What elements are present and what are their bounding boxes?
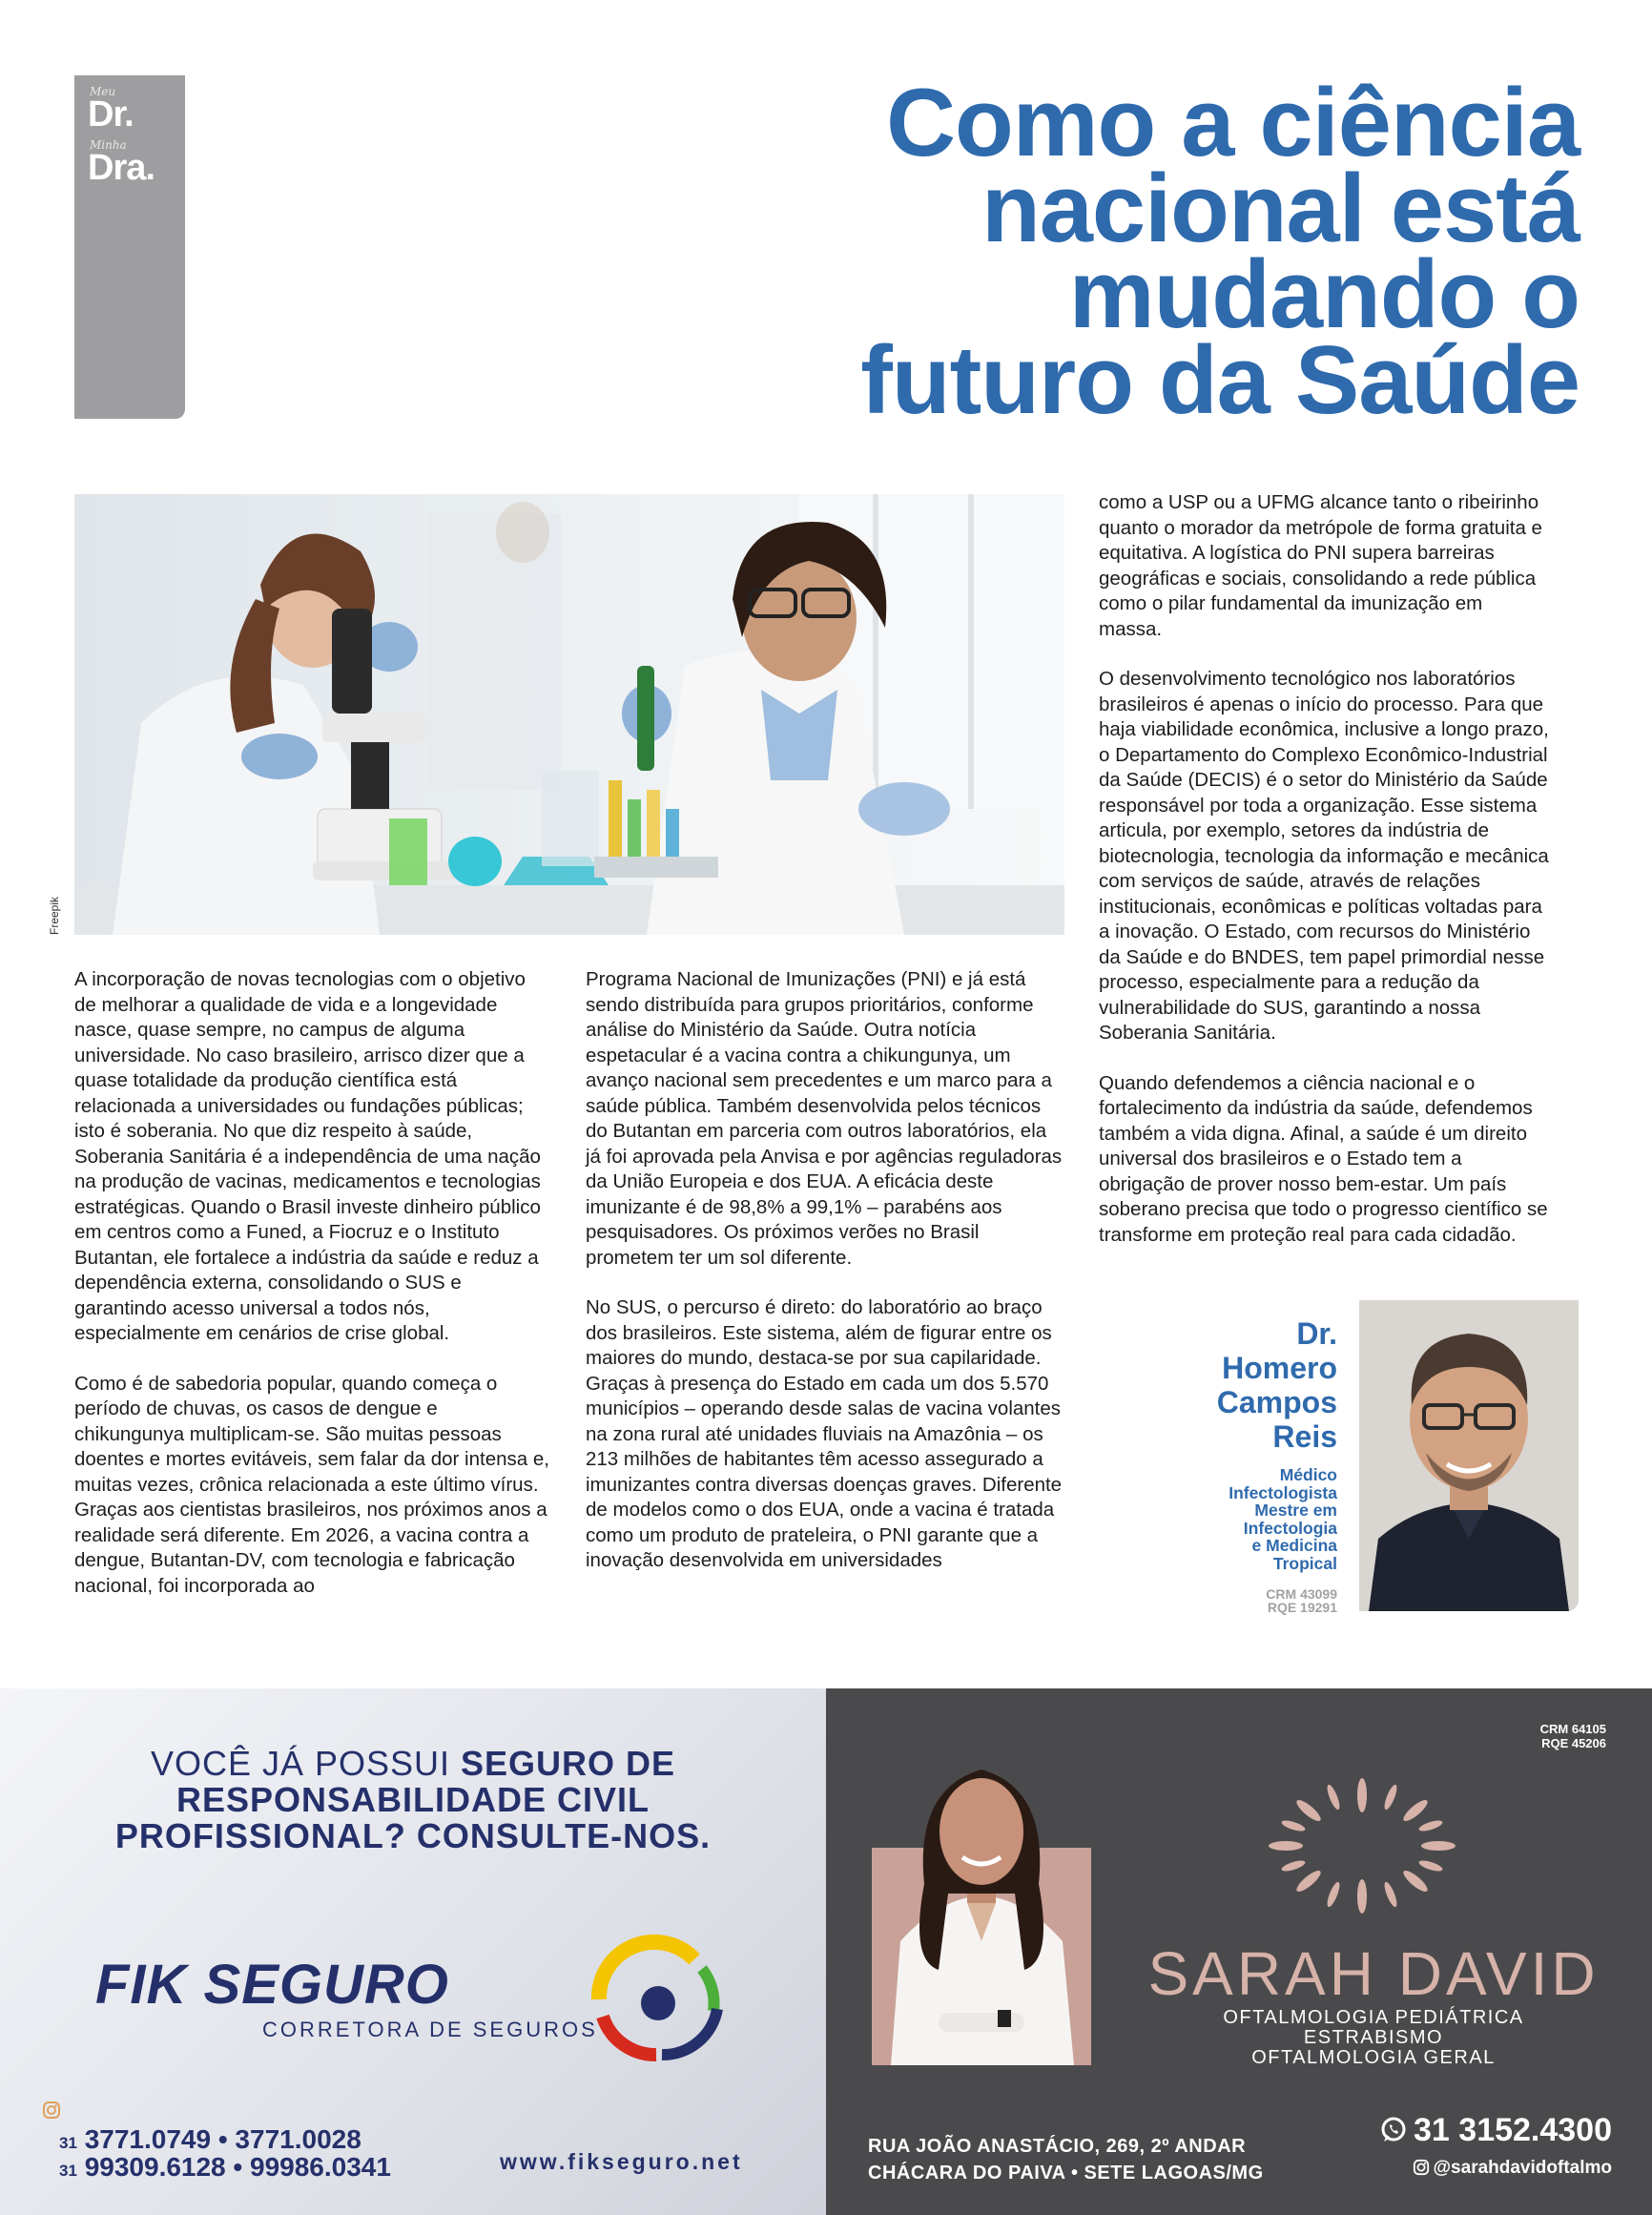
sd-logo-burst-icon	[1259, 1774, 1465, 1917]
instagram-icon	[42, 2101, 61, 2124]
article-column-2	[586, 967, 1063, 1599]
section-tab-big-2: Dra.	[88, 148, 155, 188]
author-photo	[1359, 1300, 1579, 1611]
paragraph: como a USP ou a UFMG alcance tanto o ribeirinho quanto o morador da metrópole de forma gratuita e equitativa. A logística do PNI supera barreiras geográficas e sociais, consolidando a rede pública como o pilar fundamental da imunização em massa.	[1099, 491, 1542, 640]
sd-specialty: OFTALMOLOGIA PEDIÁTRICA	[1223, 2007, 1524, 2028]
sd-phone: 31 3152.4300	[1370, 2112, 1612, 2153]
paragraph: O desenvolvimento tecnológico nos laboratórios brasileiros é apenas o início do processo. Para que haja viabilidade econômica, inclusive a longo prazo, o Departamento do Complexo Econômico-Industrial da Saúde (DECIS) é o setor do Ministério da Saúde responsável por toda a organização. Esse sistema articula, por exemplo, setores da indústria de biotecnologia, tecnologia da informação e mecânica com serviços de saúde, através de relações institucionais, econômicas e políticas voltadas para a inovação. O Estado, com recursos do Ministério da Saúde e do BNDES, tem papel primordial nesse processo, especialmente para a redução da vulnerabilidade do SUS, garantindo a nossa Soberania Sanitária.	[1099, 668, 1549, 1044]
author-role-line: Mestre em	[1254, 1501, 1337, 1520]
author-role-line: Tropical	[1272, 1553, 1337, 1573]
author-credentials	[1146, 1466, 1337, 1572]
sd-address: RUA JOÃO ANASTÁCIO, 269, 2º ANDAR CHÁCARA DO PAIVA • SETE LAGOAS/MG	[868, 2136, 1264, 2184]
author-role-line: Infectologia	[1243, 1518, 1337, 1538]
paragraph: Programa Nacional de Imunizações (PNI) e já está sendo distribuída para grupos prioritários, conforme análise do Ministério da Saúde. Outra notícia espetacular é a vacina contra a chikungunya, um avanço nacional sem precedentes e um marco para a saúde pública. Também desenvolvida pelos técnicos do Butantan em parceria com outros laboratórios, ela já foi aprovada pela Anvisa e por agências reguladoras da União Europeia e dos EUA. A eficácia deste imunizante é de 98,8% a 99,1% – parabéns aos pesquisadores. Os próximos verões no Brasil prometem ter um sol diferente.	[586, 968, 1063, 1269]
section-tab-big-1: Dr.	[88, 94, 134, 135]
author-reg-line: RQE 19291	[1267, 1600, 1337, 1615]
paragraph: Como é de sabedoria popular, quando começa o período de chuvas, os casos de dengue e chikungunya multiplicam-se. São muitas pessoas doentes e mortes evitáveis, sem falar da dor intensa e, muitas vezes, crônica relacionada a este último vírus. Graças aos cientistas brasileiros, nos próximos anos a realidade será diferente. Em 2026, a vacina contra a dengue, Butantan-DV, com tecnologia e fabricação nacional, foi incorporada ao	[74, 1372, 549, 1597]
author-name-line: Dr.	[1296, 1316, 1337, 1351]
title-line: nacional está	[981, 155, 1580, 262]
fik-brand-subtitle: CORRETORA DE SEGUROS	[262, 2018, 598, 2041]
section-tab-small-2: Minha	[90, 138, 127, 152]
sd-instagram: @sarahdavidoftalmo	[1381, 2158, 1612, 2182]
ad-headline-line: VOCÊ JÁ POSSUI SEGURO DE	[150, 1744, 676, 1783]
ad-headline-line: PROFISSIONAL? CONSULTE-NOS.	[114, 1816, 712, 1855]
lab-photo	[74, 494, 1064, 935]
sd-specialties	[1116, 2008, 1631, 2068]
whatsapp-icon	[1379, 2116, 1408, 2153]
lab-scene-illustration	[74, 494, 1064, 935]
title-line: mudando o	[1068, 241, 1580, 348]
sd-registration: CRM 64105 RQE 45206	[1539, 1722, 1606, 1750]
fik-logo-icon	[580, 1925, 729, 2074]
sd-specialty: OFTALMOLOGIA GERAL	[1251, 2047, 1496, 2068]
fik-phone-1: 31 3771.0749 • 3771.0028	[59, 2124, 361, 2154]
sd-specialty: ESTRABISMO	[1303, 2027, 1444, 2048]
fik-brand-name: FIK SEGURO	[95, 1954, 449, 2016]
article-column-3	[1099, 490, 1549, 1273]
author-name-line: Homero	[1222, 1351, 1337, 1385]
author-role-line: Médico	[1279, 1465, 1337, 1484]
fik-website: www.fikseguro.net	[500, 2149, 743, 2174]
instagram-icon	[1413, 2159, 1430, 2182]
author-name-line: Reis	[1272, 1419, 1337, 1454]
paragraph: No SUS, o percurso é direto: do laboratório ao braço dos brasileiros. Este sistema, além de figurar entre os maiores do mundo, destaca-se por sua capilaridade. Graças à presença do Estado em cada um dos 5.570 municípios – operando desde salas de vacina volantes na zona rural até unidades fluviais na Amazônia – os 213 milhões de habitantes têm acesso assegurado a imunizantes contra diversas doenças graves. Diferente de modelos como o dos EUA, onde a vacina é tratada como um produto de prateleira, o PNI garante que a inovação desenvolvida em universidades	[586, 1296, 1063, 1571]
author-name-line: Campos	[1216, 1385, 1337, 1419]
title-line: futuro da Saúde	[860, 327, 1580, 434]
author-portrait-illustration	[1359, 1300, 1579, 1611]
paragraph: Quando defendemos a ciência nacional e o fortalecimento da indústria da saúde, defendemos também a vida digna. Afinal, a saúde é um direito universal dos brasileiros e o Estado tem a obrigação de prover nosso bem-estar. Um país soberano precisa que todo o progresso científico se transforme em proteção real para cada cidadão.	[1099, 1071, 1548, 1246]
title-line: Como a ciência	[886, 70, 1580, 176]
paragraph: A incorporação de novas tecnologias com o objetivo de melhorar a qualidade de vida e a longevidade nasce, quase sempre, no campus de alguma universidade. No caso brasileiro, arrisco dizer que a quase totalidade da produção científica está relacionada a universidades ou fundações públicas; isto é soberania. No que diz respeito à saúde, Soberania Sanitária é a independência de uma nação na produção de vacinas, medicamentos e tecnologias estratégicas. Quando o Brasil investe dinheiro público em centros como a Funed, a Fiocruz e o Instituto Butantan, ele fortalece a indústria da saúde e reduz a dependência externa, consolidando o SUS e garantindo acesso universal a todos nós, especialmente em cenários de crise global.	[74, 968, 541, 1344]
sd-portrait-illustration	[872, 1741, 1091, 2065]
fik-phone-2: 31 99309.6128 • 99986.0341	[59, 2152, 391, 2182]
author-role-line: e Medicina	[1251, 1536, 1337, 1555]
page-title	[626, 70, 1580, 434]
photo-credit: Freepik	[48, 896, 61, 935]
section-tab-small-1: Meu	[90, 85, 116, 98]
ad-headline-line: RESPONSABILIDADE CIVIL	[176, 1780, 650, 1819]
article-column-1	[74, 967, 551, 1624]
author-role-line: Infectologista	[1229, 1482, 1337, 1502]
sd-brand-name: SARAH DAVID	[1147, 1939, 1600, 2008]
ad-headline	[0, 1746, 826, 1854]
author-registration	[1146, 1587, 1337, 1614]
section-tab	[74, 75, 185, 419]
author-reg-line: CRM 43099	[1266, 1586, 1337, 1602]
author-name	[1089, 1316, 1337, 1454]
